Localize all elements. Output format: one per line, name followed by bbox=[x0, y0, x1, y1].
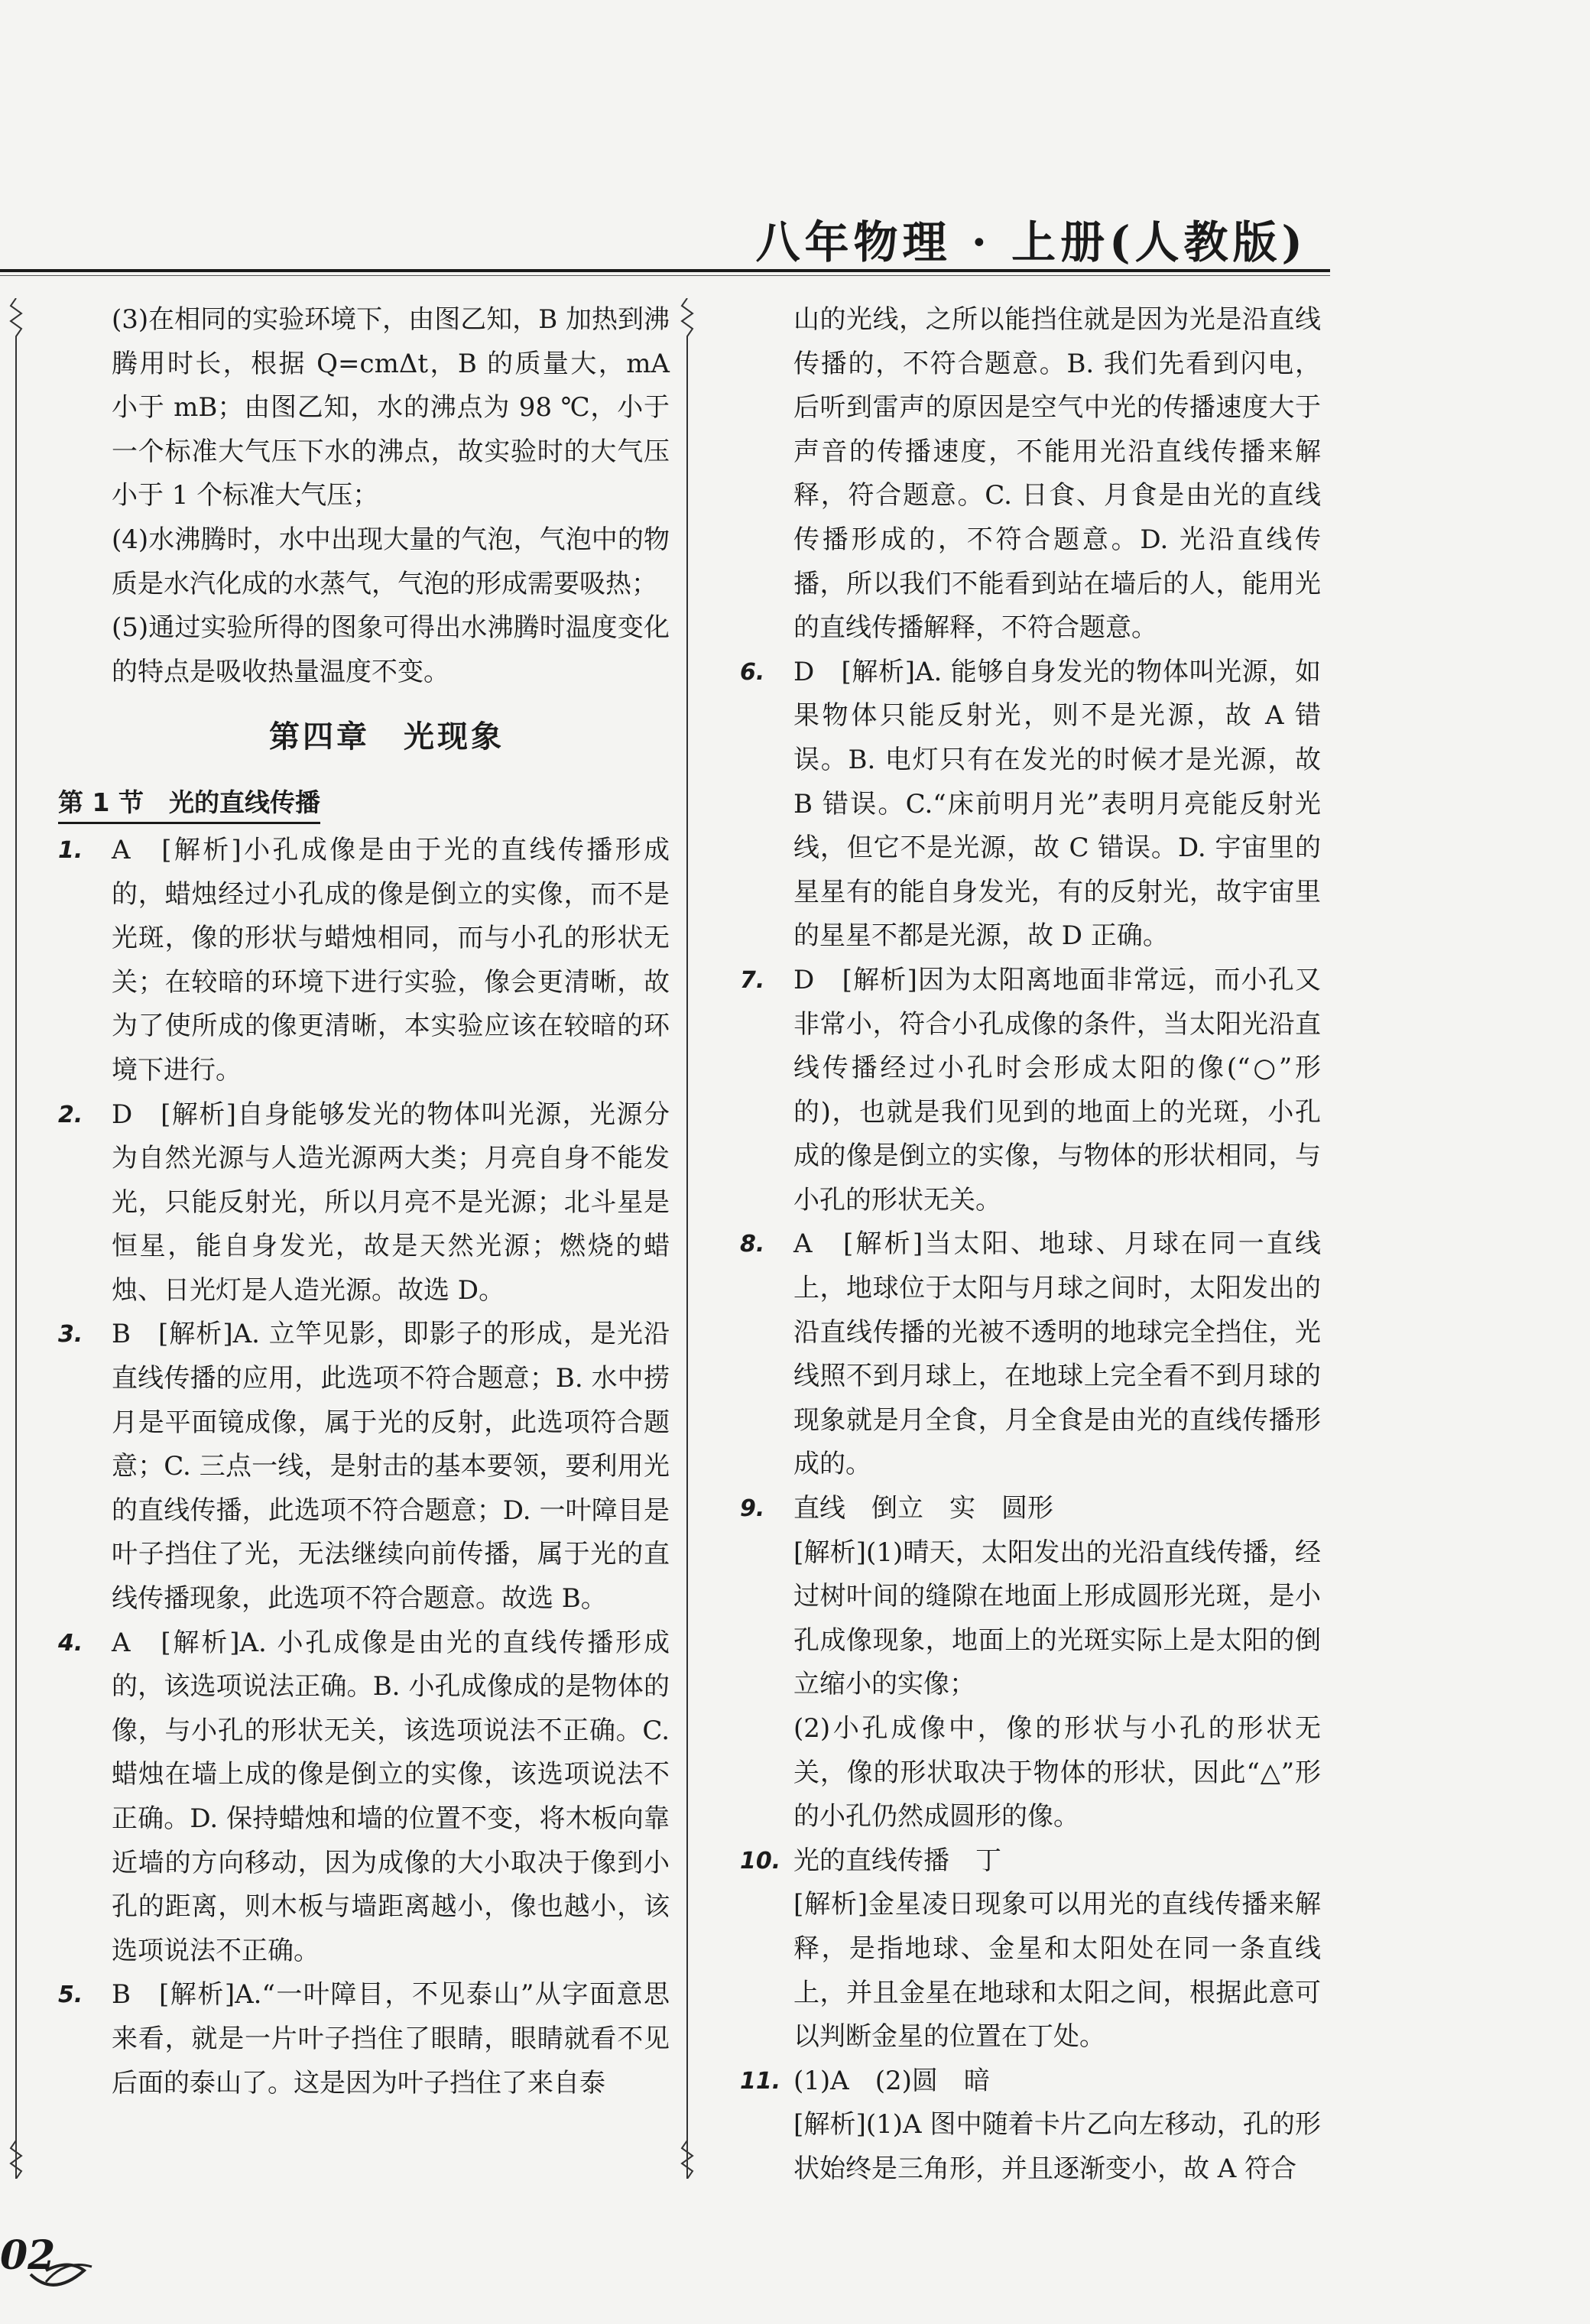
answer-item-11 bbox=[740, 2059, 1321, 2192]
item-number: 5. bbox=[58, 1982, 83, 2009]
section-heading: 第 1 节 光的直线传播 bbox=[58, 784, 320, 824]
item-answer: 直线 倒立 实 圆形 bbox=[793, 1493, 1053, 1524]
right-column bbox=[740, 298, 1321, 2192]
item-text: A [解析]A. 小孔成像是由光的直线传播形成的，该选项说法正确。B. 小孔成像成的是物体的像，与小孔的形状无关，该选项说法不正确。C. 蜡烛在墙上成的像是倒立的实像，该选项说法不正确。D. 保持蜡烛和墙的位置不变，将木板向靠近墙的方向移动，因为成像的大小取决于像到小孔的距离，则木板与墙距离越小，像也越小，该选项说法不正确。 bbox=[112, 1627, 670, 1966]
item-number: 6. bbox=[740, 658, 765, 686]
item-explanation: [解析](1)晴天，太阳发出的光沿直线传播，经过树叶间的缝隙在地面上形成圆形光斑，是小孔成像现象，地面上的光斑实际上是太阳的倒立缩小的实像； bbox=[793, 1537, 1321, 1700]
answer-item-8 bbox=[740, 1222, 1321, 1487]
column-divider bbox=[679, 298, 696, 2179]
item-explanation: [解析](1)A 图中随着卡片乙向左移动，孔的形状始终是三角形，并且逐渐变小，故 A 符合 bbox=[793, 2109, 1321, 2184]
answer-item-4 bbox=[58, 1621, 670, 1974]
item-number: 4. bbox=[58, 1629, 83, 1657]
answer-item-1 bbox=[58, 829, 670, 1093]
item-text: B [解析]A. 立竿见影，即影子的形成，是光沿直线传播的应用，此选项不符合题意；B. 水中捞月是平面镜成像，属于光的反射，此选项符合题意；C. 三点一线，是射击的基本要领，要利用光的直线传播，此选项不符合题意；D. 一叶障目是叶子挡住了光，无法继续向前传播，属于光的直线传播现象，此选项不符合题意。故选 B。 bbox=[112, 1319, 670, 1615]
left-margin-divider bbox=[8, 298, 24, 2179]
answer-item-9 bbox=[740, 1487, 1321, 1839]
continued-paragraph: 山的光线，之所以能挡住就是因为光是沿直线传播的，不符合题意。B. 我们先看到闪电，后听到雷声的原因是空气中光的传播速度大于声音的传播速度，不能用光沿直线传播来解释，符合题意。C. 日食、月食是由光的直线传播形成的，不符合题意。D. 光沿直线传播，所以我们不能看到站在墙后的人，能用光的直线传播解释，不符合题意。 bbox=[793, 304, 1321, 644]
answer-item-6 bbox=[740, 651, 1321, 959]
answer-item-10 bbox=[740, 1839, 1321, 2059]
item-number: 11. bbox=[740, 2067, 781, 2095]
item-explanation: (2)小孔成像中，像的形状与小孔的形状无关，像的形状取决于物体的形状，因此“△”形的小孔仍然成圆形的像。 bbox=[793, 1713, 1321, 1832]
header-rule-thin bbox=[0, 275, 1330, 276]
page-number: 02 bbox=[0, 2232, 56, 2279]
item-number: 3. bbox=[58, 1321, 83, 1349]
item-number: 1. bbox=[58, 836, 83, 864]
item-number: 7. bbox=[740, 966, 765, 994]
answer-item-7 bbox=[740, 959, 1321, 1223]
item-number: 10. bbox=[740, 1847, 781, 1874]
item-text: A [解析]当太阳、地球、月球在同一直线上，地球位于太阳与月球之间时，太阳发出的沿直线传播的光被不透明的地球完全挡住，光线照不到月球上，在地球上完全看不到月球的现象就是月全食，月全食是由光的直线传播形成的。 bbox=[793, 1229, 1321, 1480]
paragraph-5: (5)通过实验所得的图象可得出水沸腾时温度变化的特点是吸收热量温度不变。 bbox=[112, 612, 670, 687]
paragraph-3: (3)在相同的实验环境下，由图乙知，B 加热到沸腾用时长，根据 Q=cmΔt，B 的质量大，mA 小于 mB；由图乙知，水的沸点为 98 ℃，小于一个标准大气压下水的沸点，故实验时的大气压小于 1 个标准大气压； bbox=[112, 304, 670, 511]
answer-item-2 bbox=[58, 1093, 670, 1313]
item-explanation: [解析]金星凌日现象可以用光的直线传播来解释，是指地球、金星和太阳处在同一条直线上，并且金星在地球和太阳之间，根据此意可以判断金星的位置在丁处。 bbox=[793, 1889, 1321, 2053]
answer-item-5 bbox=[58, 1973, 670, 2105]
item-answer: 光的直线传播 丁 bbox=[793, 1845, 1001, 1876]
item-text: B [解析]A.“一叶障目，不见泰山”从字面意思来看，就是一片叶子挡住了眼睛，眼睛就看不见后面的泰山了。这是因为叶子挡住了来自泰 bbox=[112, 1979, 670, 2098]
item-answer: (1)A (2)圆 暗 bbox=[793, 2065, 990, 2096]
book-title: 八年物理 · 上册(人教版) bbox=[755, 216, 1307, 268]
item-number: 9. bbox=[740, 1495, 765, 1523]
paragraph-4: (4)水沸腾时，水中出现大量的气泡，气泡中的物质是水汽化成的水蒸气，气泡的形成需要吸热； bbox=[112, 524, 670, 599]
item-number: 8. bbox=[740, 1231, 765, 1258]
chapter-heading: 第四章 光现象 bbox=[269, 719, 505, 755]
item-text: A [解析]小孔成像是由于光的直线传播形成的，蜡烛经过小孔成的像是倒立的实像，而不是光斑，像的形状与蜡烛相同，而与小孔的形状无关；在较暗的环境下进行实验，像会更清晰，故为了使所成的像更清晰，本实验应该在较暗的环境下进行。 bbox=[112, 834, 670, 1086]
item-text: D [解析]自身能够发光的物体叫光源，光源分为自然光源与人造光源两大类；月亮自身不能发光，只能反射光，所以月亮不是光源；北斗星是恒星，能自身发光，故是天然光源；燃烧的蜡烛、日光灯是人造光源。故选 D。 bbox=[112, 1099, 670, 1306]
header-rule bbox=[0, 269, 1330, 272]
answer-item-3 bbox=[58, 1313, 670, 1621]
item-number: 2. bbox=[58, 1101, 83, 1128]
left-column bbox=[58, 298, 670, 2105]
item-text: D [解析]因为太阳离地面非常远，而小孔又非常小，符合小孔成像的条件，当太阳光沿直线传播经过小孔时会形成太阳的像(“○”形的)，也就是我们见到的地面上的光斑，小孔成的像是倒立的实像，与物体的形状相同，与小孔的形状无关。 bbox=[793, 964, 1321, 1216]
item-text: D [解析]A. 能够自身发光的物体叫光源，如果物体只能反射光，则不是光源，故 A 错误。B. 电灯只有在发光的时候才是光源，故 B 错误。C.“床前明月光”表明月亮能反射光线，但它不是光源，故 C 错误。D. 宇宙里的星星有的能自身发光，有的反射光，故宇宙里的星星不都是光源，故 D 正确。 bbox=[793, 656, 1321, 952]
